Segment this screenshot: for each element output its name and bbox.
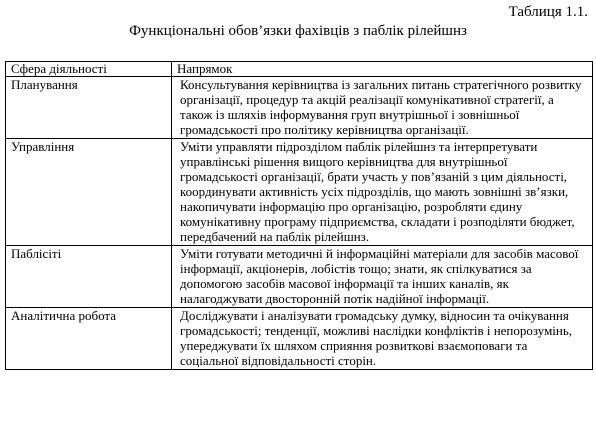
- cell-sphere: Аналітична робота: [6, 308, 172, 370]
- table-number: Таблиця 1.1.: [508, 4, 588, 20]
- cell-direction: Досліджувати і аналізувати громадську думку, відносин та очікування громадськості; тенденції, можливі наслідки конфліктів і непорозумінь, упереджувати їх шляхом сприяння розвиткові взаємоповаги та соціальної відповідальності сторін.: [172, 308, 593, 370]
- cell-sphere: Паблісіті: [6, 246, 172, 308]
- table-row: [6, 308, 593, 370]
- table-title: Функціональні обов’язки фахівців з паблік рілейшнз: [129, 23, 467, 39]
- column-header-direction: Напрямок: [172, 62, 593, 77]
- cell-direction: Уміти готувати методичні й інформаційні матеріали для засобів масової інформації, акціонерів, лобістів тощо; знати, як спілкуватися за допомогою засобів масової інформації та інших каналів, як налагоджувати двосторонній потік надійної інформації.: [172, 246, 593, 308]
- cell-sphere: Планування: [6, 77, 172, 139]
- table-row: [6, 139, 593, 246]
- cell-direction: Уміти управляти підрозділом паблік рілейшнз та інтерпретувати управлінські рішення вищого керівництва для внутрішньої громадськості організації, брати участь у пов’язаній з цим діяльності, координувати активність усіх підрозділів, що мають зовнішні зв’язки, накопичувати інформацію про організацію, розробляти єдину комунікативну програму підприємства, складати і розподіляти бюджет, передбачений на паблік рілейшнз.: [172, 139, 593, 246]
- table-row: [6, 77, 593, 139]
- cell-direction: Консультування керівництва із загальних питань стратегічного розвитку організації, процедур та акцій реалізації комунікативної стратегії, а також із шляхів інформування груп внутрішньої і зовнішньої громадськості про політику керівництва організації.: [172, 77, 593, 139]
- table-header-row: [6, 62, 593, 77]
- column-header-sphere: Сфера діяльності: [6, 62, 172, 77]
- table-row: [6, 246, 593, 308]
- cell-sphere: Управління: [6, 139, 172, 246]
- functional-duties-table: [5, 61, 593, 370]
